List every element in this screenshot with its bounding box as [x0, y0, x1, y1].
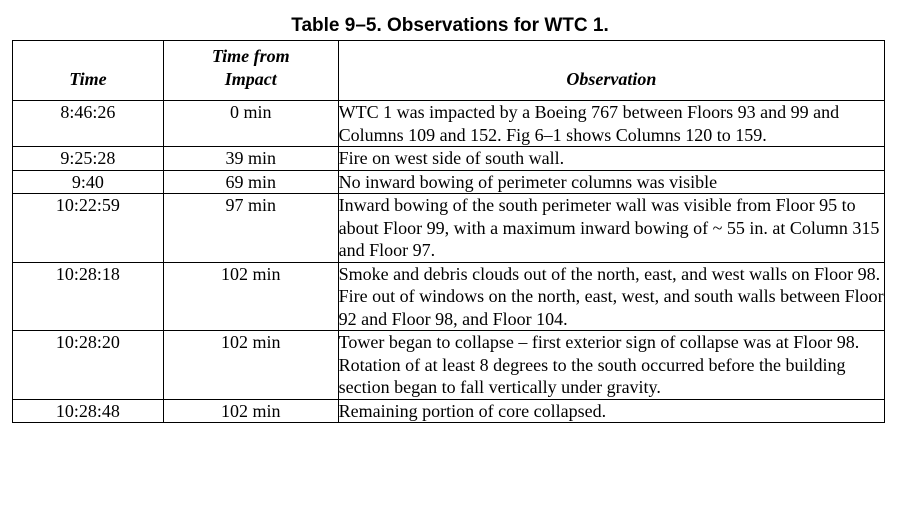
- table-header-row: [13, 41, 885, 101]
- table-caption: Table 9–5. Observations for WTC 1.: [291, 15, 609, 36]
- header-time: Time: [13, 41, 164, 101]
- cell-observation: Inward bowing of the south perimeter wall was visible from Floor 95 to about Floor 99, with a maximum inward bowing of ~ 55 in. at Column 315 and Floor 97.: [338, 194, 884, 263]
- table-row: [13, 399, 885, 423]
- cell-time-from-impact: 39 min: [163, 147, 338, 171]
- header-time-from-impact: [163, 41, 338, 101]
- cell-time: 10:28:18: [13, 262, 164, 331]
- cell-time: 10:22:59: [13, 194, 164, 263]
- cell-observation: Smoke and debris clouds out of the north, east, and west walls on Floor 98. Fire out of windows on the north, east, west, and south walls between Floor 92 and Floor 98, and Floor 104.: [338, 263, 884, 329]
- table-row: [13, 147, 885, 171]
- header-time-from-impact-line1: Time from: [211, 46, 290, 66]
- table-row: [13, 194, 885, 263]
- cell-time: 10:28:48: [13, 399, 164, 423]
- cell-time: 9:40: [13, 170, 164, 194]
- table-row: [13, 170, 885, 194]
- cell-time-from-impact: 97 min: [163, 194, 338, 263]
- cell-time: 8:46:26: [13, 101, 164, 147]
- header-observation: Observation: [338, 41, 884, 101]
- cell-time-from-impact: 0 min: [163, 101, 338, 147]
- cell-time-from-impact: 102 min: [163, 262, 338, 331]
- table-row: [13, 262, 885, 331]
- cell-observation: Fire on west side of south wall.: [338, 147, 884, 171]
- header-time-from-impact-line2: Impact: [224, 68, 277, 89]
- cell-time-from-impact: 69 min: [163, 170, 338, 194]
- cell-observation: No inward bowing of perimeter columns was visible: [338, 170, 884, 194]
- cell-observation: Remaining portion of core collapsed.: [338, 399, 884, 423]
- observations-table: [12, 40, 885, 423]
- cell-time: 9:25:28: [13, 147, 164, 171]
- table-row: [13, 101, 885, 147]
- cell-observation: Tower began to collapse – first exterior sign of collapse was at Floor 98. Rotation of at least 8 degrees to the south occurred before the building section began to fall vertically under gravity.: [338, 331, 884, 400]
- cell-time-from-impact: 102 min: [163, 399, 338, 423]
- cell-time: 10:28:20: [13, 331, 164, 400]
- cell-observation: WTC 1 was impacted by a Boeing 767 between Floors 93 and 99 and Columns 109 and 152. Fig 6–1 shows Columns 120 to 159.: [338, 101, 884, 147]
- cell-time-from-impact: 102 min: [163, 331, 338, 400]
- table-row: [13, 331, 885, 400]
